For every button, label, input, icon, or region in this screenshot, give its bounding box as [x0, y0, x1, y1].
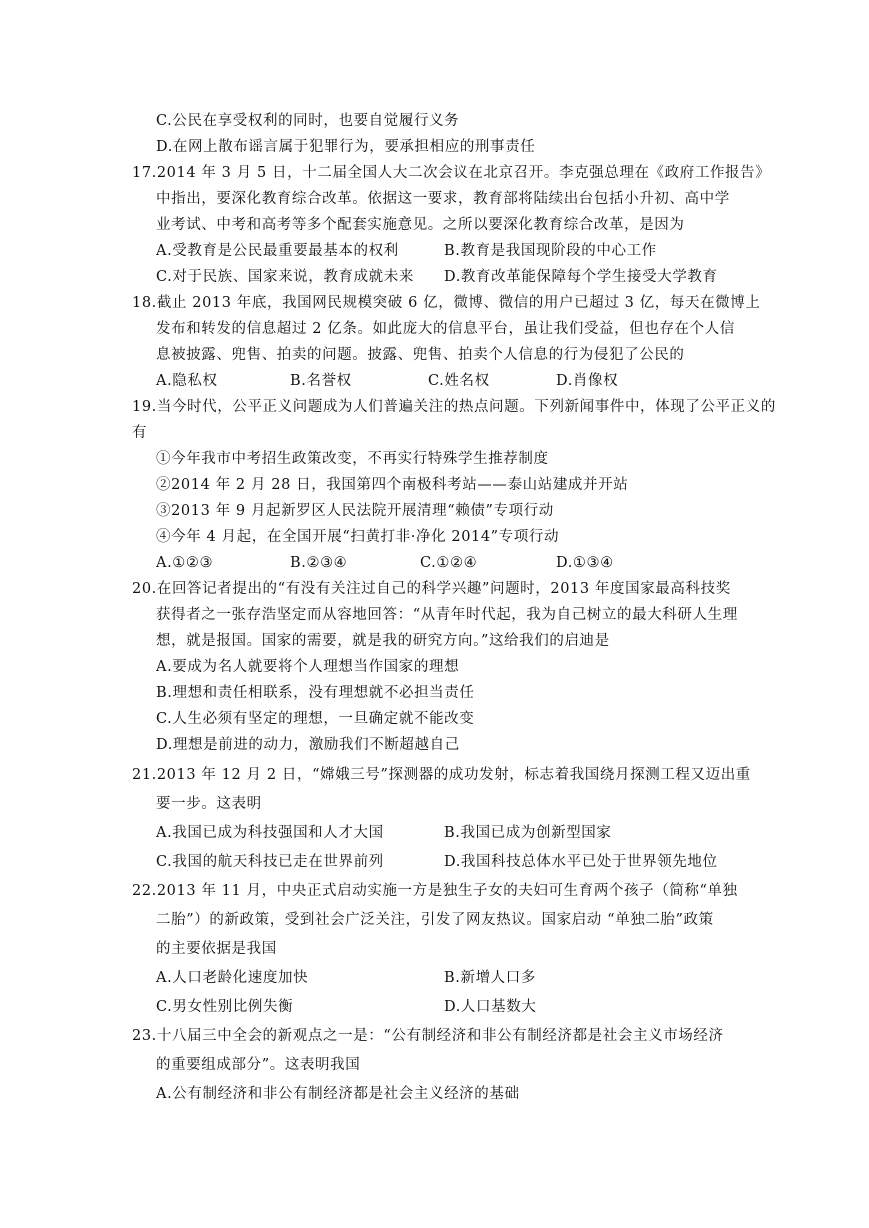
q22-option-a: A.人口老龄化速度加快: [156, 970, 309, 986]
q22-line-2: 二胎”）的新政策，受到社会广泛关注，引发了网友热议。国家启动 “单独二胎”政策: [156, 912, 714, 928]
q23-option-a: A.公有制经济和非公有制经济都是社会主义经济的基础: [156, 1086, 520, 1102]
q22-option-b: B.新增人口多: [444, 970, 536, 986]
q20-line-1: 20.在回答记者提出的“有没有关注过自己的科学兴趣”问题时，2013 年度国家最高科技奖: [132, 581, 731, 597]
q23-line-1: 23.十八届三中全会的新观点之一是：“公有制经济和非公有制经济都是社会主义市场经济: [132, 1028, 724, 1044]
q19-line-2: 有: [132, 425, 148, 441]
q18-line-3: 息被披露、兜售、拍卖的问题。披露、兜售、拍卖个人信息的行为侵犯了公民的: [156, 347, 685, 363]
q18-option-d: D.肖像权: [556, 373, 619, 389]
q18-option-b: B.名誉权: [290, 373, 352, 389]
q20-line-2: 获得者之一张存浩坚定而从容地回答：“从青年时代起，我为自己树立的最大科研人生理: [156, 607, 738, 623]
q17-option-c: C.对于民族、国家来说，教育成就未来: [156, 269, 414, 285]
q17-option-a: A.受教育是公民最重要最基本的权利: [156, 243, 399, 259]
q19-item-2: ②2014 年 2 月 28 日，我国第四个南极科考站——泰山站建成并开站: [156, 477, 629, 493]
q19-line-1: 19.当今时代，公平正义问题成为人们普遍关注的热点问题。下列新闻事件中，体现了公平正义的: [132, 399, 776, 415]
q17-line-2: 中指出，要深化教育综合改革。依据这一要求，教育部将陆续出台包括小升初、高中学: [156, 191, 730, 207]
q19-option-a: A.①②③: [156, 555, 214, 571]
q18-line-2: 发布和转发的信息超过 2 亿条。如此庞大的信息平台，虽让我们受益，但也存在个人信: [156, 321, 735, 337]
q21-option-b: B.我国已成为创新型国家: [444, 825, 612, 841]
q17-option-d: D.教育改革能保障每个学生接受大学教育: [444, 269, 718, 285]
q21-option-c: C.我国的航天科技已走在世界前列: [156, 854, 384, 870]
q22-option-d: D.人口基数大: [444, 999, 537, 1015]
q21-line-2: 要一步。这表明: [156, 796, 262, 812]
q16-option-d: D.在网上散布谣言属于犯罪行为，要承担相应的刑事责任: [156, 139, 536, 155]
q17-line-1: 17.2014 年 3 月 5 日，十二届全国人大二次会议在北京召开。李克强总理在《政府工作报告》: [132, 165, 771, 181]
q19-option-b: B.②③④: [290, 555, 348, 571]
q16-option-c: C.公民在享受权利的同时，也要自觉履行义务: [156, 113, 460, 129]
q18-option-c: C.姓名权: [428, 373, 490, 389]
q20-option-a: A.要成为名人就要将个人理想当作国家的理想: [156, 659, 460, 675]
q19-item-4: ④今年 4 月起，在全国开展“扫黄打非·净化 2014”专项行动: [156, 529, 560, 545]
q19-option-d: D.①③④: [556, 555, 614, 571]
q20-line-3: 想，就是报国。国家的需要，就是我的研究方向。”这给我们的启迪是: [156, 633, 610, 649]
q19-option-c: C.①②④: [420, 555, 478, 571]
q21-option-a: A.我国已成为科技强国和人才大国: [156, 825, 384, 841]
q20-option-b: B.理想和责任相联系，没有理想就不必担当责任: [156, 685, 475, 701]
q22-option-c: C.男女性别比例失衡: [156, 999, 294, 1015]
q17-line-3: 业考试、中考和高考等多个配套实施意见。之所以要深化教育综合改革，是因为: [156, 217, 685, 233]
q18-option-a: A.隐私权: [156, 373, 218, 389]
q19-item-3: ③2013 年 9 月起新罗区人民法院开展清理“赖债”专项行动: [156, 503, 554, 519]
q21-option-d: D.我国科技总体水平已处于世界领先地位: [444, 854, 718, 870]
q20-option-c: C.人生必须有坚定的理想，一旦确定就不能改变: [156, 711, 475, 727]
q22-line-1: 22.2013 年 11 月，中央正式启动实施一方是独生子女的夫妇可生育两个孩子（简称“单独: [132, 883, 738, 899]
q20-option-d: D.理想是前进的动力，激励我们不断超越自己: [156, 737, 460, 753]
q17-option-b: B.教育是我国现阶段的中心工作: [444, 243, 657, 259]
q21-line-1: 21.2013 年 12 月 2 日，“嫦娥三号”探测器的成功发射，标志着我国绕月探测工程又迈出重: [132, 767, 751, 783]
q19-item-1: ①今年我市中考招生政策改变，不再实行特殊学生推荐制度: [156, 451, 549, 467]
q23-line-2: 的重要组成部分”。这表明我国: [156, 1057, 361, 1073]
q18-line-1: 18.截止 2013 年底，我国网民规模突破 6 亿，微博、微信的用户已超过 3 亿，每天在微博上: [132, 295, 761, 311]
q22-line-3: 的主要依据是我国: [156, 941, 277, 957]
